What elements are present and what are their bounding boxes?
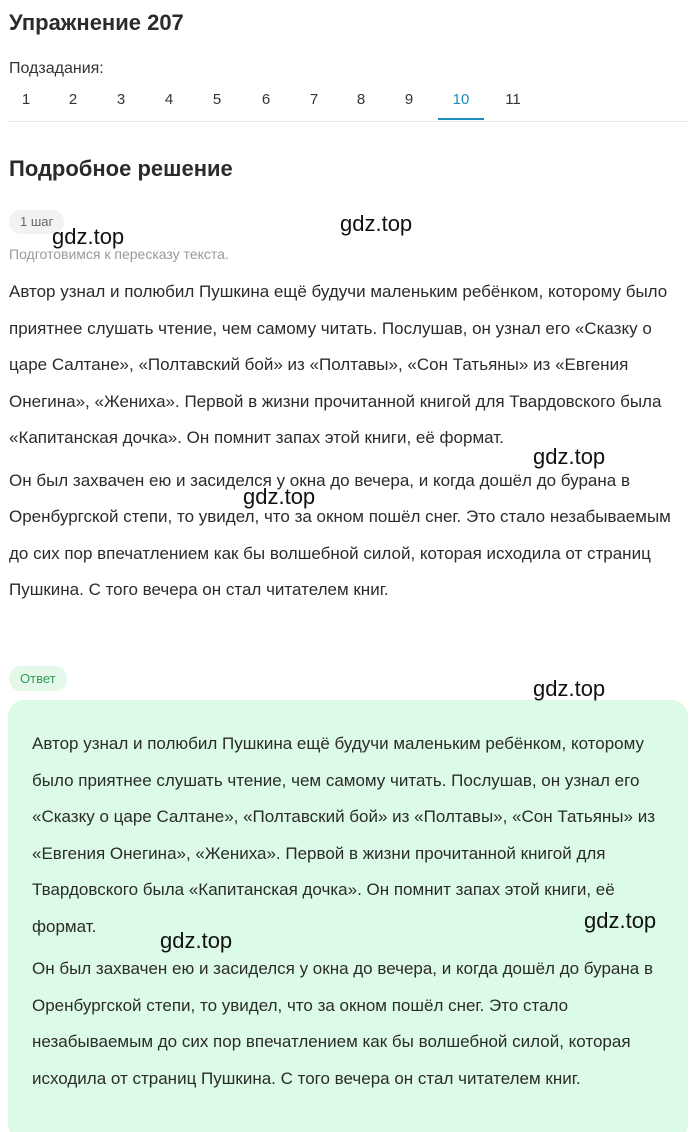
subtask-tabs xyxy=(8,80,688,122)
answer-paragraph: Он был захвачен ею и засиделся у окна до вечера, и когда дошёл до бурана в Оренбургской степи, то увидел, что за окном пошёл снег. Это стало незабываемым до сих пор впечатлением как бы волшебной силой, которая исходила от страниц Пушкина. С того вечера он стал читателем книг. xyxy=(32,959,653,1088)
answer-text xyxy=(32,726,664,1103)
answer-paragraph: Автор узнал и полюбил Пушкина ещё будучи маленьким ребёнком, которому было приятнее слушать чтение, чем самому читать. Послушав, он узнал его «Сказку о царе Салтане», «Полтавский бой» из «Полтавы», «Сон Татьяны» из «Евгения Онегина», «Жениха». Первой в жизни прочитанной книгой для Твардовского была «Капитанская дочка». Он помнит запах этой книги, её формат. xyxy=(32,734,655,936)
tab-2[interactable]: 2 xyxy=(68,91,78,108)
watermark: gdz.top xyxy=(584,908,657,933)
watermark: gdz.top xyxy=(243,484,316,509)
tab-11[interactable]: 11 xyxy=(505,91,521,108)
step-hint: Подготовимся к пересказу текста. xyxy=(9,246,229,262)
tab-1[interactable]: 1 xyxy=(21,91,31,108)
subtasks-label: Подзадания: xyxy=(9,60,104,77)
tab-10[interactable]: 10 xyxy=(438,80,484,120)
watermark: gdz.top xyxy=(52,224,125,249)
tab-7[interactable]: 7 xyxy=(309,91,319,108)
section-title: Подробное решение xyxy=(9,156,233,181)
tab-8[interactable]: 8 xyxy=(356,91,366,108)
tab-4[interactable]: 4 xyxy=(164,91,174,108)
step-badge: 1 шаг xyxy=(9,210,64,234)
tab-6[interactable]: 6 xyxy=(261,91,271,108)
solution-paragraph: Автор узнал и полюбил Пушкина ещё будучи маленьким ребёнком, которому было приятнее слушать чтение, чем самому читать. Послушав, он узнал его «Сказку о царе Салтане», «Полтавский бой» из «Полтавы», «Сон Татьяны» из «Евгения Онегина», «Жениха». Первой в жизни прочитанной книгой для Твардовского была «Капитанская дочка». Он помнит запах этой книги, её формат. xyxy=(9,282,668,447)
watermark: gdz.top xyxy=(340,211,413,236)
watermark: gdz.top xyxy=(533,444,606,469)
tab-5[interactable]: 5 xyxy=(212,91,222,108)
answer-badge: Ответ xyxy=(9,666,67,691)
page-title: Упражнение 207 xyxy=(9,10,184,35)
watermark: gdz.top xyxy=(160,928,233,953)
tab-9[interactable]: 9 xyxy=(404,91,414,108)
watermark: gdz.top xyxy=(533,676,606,701)
tab-3[interactable]: 3 xyxy=(116,91,126,108)
solution-paragraph: Он был захвачен ею и засиделся у окна до вечера, и когда дошёл до бурана в Оренбургской степи, то увидел, что за окном пошёл снег. Это стало незабываемым до сих пор впечатлением как бы волшебной силой, которая исходила от страниц Пушкина. С того вечера он стал читателем книг. xyxy=(9,470,671,599)
